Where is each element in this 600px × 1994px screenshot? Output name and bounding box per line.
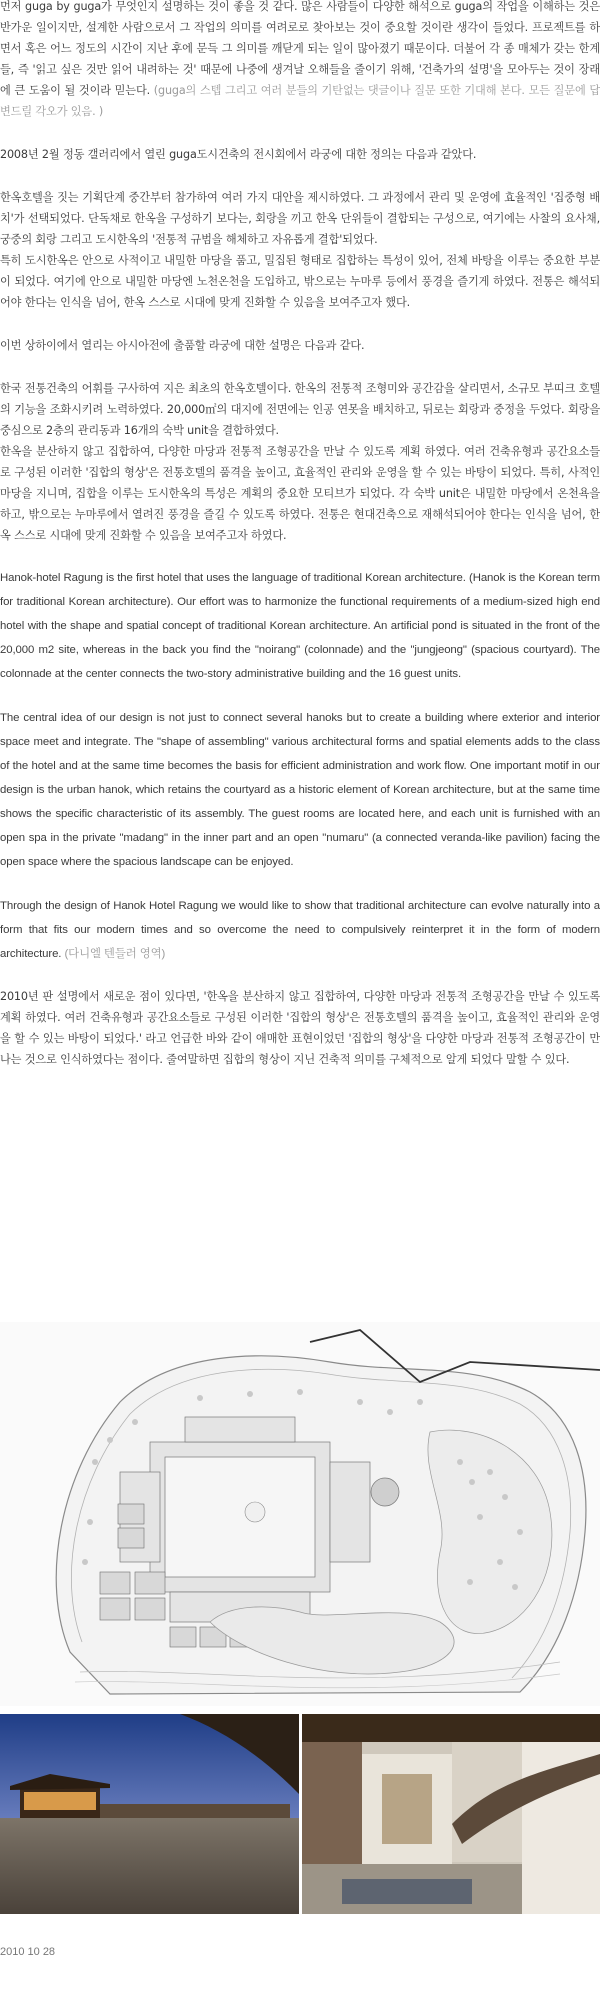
section-2008-heading: 2008년 2월 정동 갤러리에서 열린 guga도시건축의 전시회에서 라궁에 대한 정의는 다음과 같았다. xyxy=(0,148,477,161)
section-2008-paragraph-2: 특히 도시한옥은 안으로 사적이고 내밀한 마당을 품고, 밀집된 형태로 집합하는 특성이 있어, 전체 바탕을 이루는 중요한 부분이 되었다. 여기에 안으로 내밀한 마당엔 노천온천을 도입하고, 밖으로는 누마루 등에서 풍경을 즐기게 하였다. 전통은 해석되어야 한다는 인식을 넘어, 한옥 스스로 시대에 맞게 진화할 수 있음을 보여주고자 했다. xyxy=(0,254,600,309)
section-shanghai-paragraph-2: 한옥을 분산하지 않고 집합하여, 다양한 마당과 전통적 조형공간을 만날 수 있도록 계획 하였다. 여러 건축유형과 공간요소들로 구성된 이러한 '집합의 형상'은 전통호텔의 품격을 높이고, 효율적인 관리와 운영을 할 수 있는 바탕이 되었다. 특히, 사적인 마당을 지니며, 집합을 이루는 도시한옥의 특성은 계획의 중요한 모티브가 되었다. 각 숙박 unit은 내밀한 마당에서 온천욕을 하고, 밖으로는 누마루에서 열려진 풍경을 즐길 수 있도록 하였다. 전통은 현대건축으로 재해석되어야 한다는 인식을 넘어, 한옥 스스로 시대에 맞게 진화할 수 있음을 보여주고자 하였다. xyxy=(0,445,600,542)
courtyard-photo xyxy=(302,1714,600,1914)
section-shanghai-paragraph-1: 한국 전통건축의 어휘를 구사하여 지은 최초의 한옥호텔이다. 한옥의 전통적 조형미와 공간감을 살리면서, 소규모 부띠크 호텔의 기능을 조화시키려 노력하였다. 20,000㎡의 대지에 전면에는 인공 연못을 배치하고, 뒤로는 회랑과 중정을 두었다. 회랑을 중심으로 2층의 관리동과 16개의 숙박 unit을 결합하였다. xyxy=(0,382,600,437)
english-paragraph-2: The central idea of our design is not just to connect several hanoks but to create a building where exterior and interior space meet and integrate. The "shape of assembling" various architectural forms and spatial elements adds to the class of the hotel and at the same time becomes the basis for efficient administration and work flow. One important motif in our design is the urban hanok, which retains the courtyard as a historic element of Korean architecture, but at the same time shows the specific characteristic of its assembly. The guest rooms are located here, and each unit is furnished with an open spa in the private "madang" in the inner part and an open "numaru" (a connected veranda-like pavilion) facing the open space where the spacious landscape can be enjoyed. xyxy=(0,712,600,868)
english-paragraph-3 xyxy=(0,894,600,966)
intro-text: 먼저 guga by guga가 무엇인지 설명하는 것이 좋을 것 같다. 많은 사람들이 다양한 해석으로 guga의 작업을 이해하는 것은 반가운 일이지만, 설계한 사람으로서 그 작업의 의미를 여려로로 찾아보는 것이 중요할 것이란 생각이 들었다. 프로젝트를 하면서 혹은 어느 정도의 시간이 지난 후에 문득 그 의미를 깨닫게 되는 일이 많아졌기 때문이다. 더불어 각 종 매체가 갖는 한계들, 즉 '읽고 싶은 것만 읽어 내려하는 것' 때문에 나중에 생겨날 오해들을 줄이기 위해, '건축가의 설명'을 모아두는 것이 장래에 큰 도움이 될 것이라 믿는다. xyxy=(0,0,600,97)
translator-credit: (다니엘 텐들러 영역) xyxy=(64,948,166,960)
site-plan-image xyxy=(0,1322,600,1706)
exterior-photo xyxy=(0,1714,299,1914)
post-date: 2010 10 28 xyxy=(0,1946,56,1958)
intro-aside: (guga의 스텝 그리고 여러 분들의 기탄없는 댓글이나 질문 또한 기대해 본다. 모든 질문에 답변드릴 각오가 있음. ) xyxy=(0,84,600,118)
closing-paragraph: 2010년 판 설명에서 새로운 점이 있다면, '한옥을 분산하지 않고 집합하여, 다양한 마당과 전통적 조형공간을 만날 수 있도록 계획 하였다. 여러 건축유형과 공간요소들로 구성된 이러한 '집합의 형상'은 전통호텔의 품격을 높이고, 효율적인 관리와 운영을 할 수 있는 바탕이 되었다.' 라고 언급한 바와 같이 애매한 표현이었던 '집합의 형상'을 다양한 마당과 전통적 조형공간이 만나는 것으로 인식하였다는 점이다. 줄여말하면 집합의 형상이 지닌 건축적 의미를 구체적으로 알게 되었다 말할 수 있다. xyxy=(0,990,600,1066)
section-2008-paragraph-1: 한옥호텔을 짓는 기획단계 중간부터 참가하여 여러 가지 대안을 제시하였다. 그 과정에서 관리 및 운영에 효율적인 '집중형 배치'가 선택되었다. 단독채로 한옥을 구성하기 보다는, 회랑을 끼고 한옥 단위들이 결합되는 구성으로, 여기에는 사찰의 요사채, 궁중의 회랑 그리고 도시한옥의 '전통적 규범을 해체하고 자유롭게 결합'되었다. xyxy=(0,191,600,246)
photo-row xyxy=(0,1714,600,1914)
english-paragraph-3-text: Through the design of Hanok Hotel Ragung we would like to show that traditional architecture can evolve naturally into a form that fits our modern times and so overcome the need to compulsively reinterpret it in the form of modern architecture. xyxy=(0,900,600,960)
section-shanghai-heading: 이번 상하이에서 열리는 아시아전에 출품할 라궁에 대한 설명은 다음과 같다. xyxy=(0,339,365,352)
intro-paragraph xyxy=(0,0,600,122)
english-paragraph-1: Hanok-hotel Ragung is the first hotel that uses the language of traditional Korean architecture. (Hanok is the Korean term for traditional Korean architecture). Our effort was to harmonize the functional requirements of a medium-sized high end hotel with the shape and spatial concept of traditional Korean architecture. An artificial pond is situated in the front of the 20,000 m2 site, whereas in the back you find the "noirang" (colonnade) and the "jungjeong" (spacious courtyard). The colonnade at the center connects the two-story administrative building and the 16 guest units. xyxy=(0,572,600,680)
